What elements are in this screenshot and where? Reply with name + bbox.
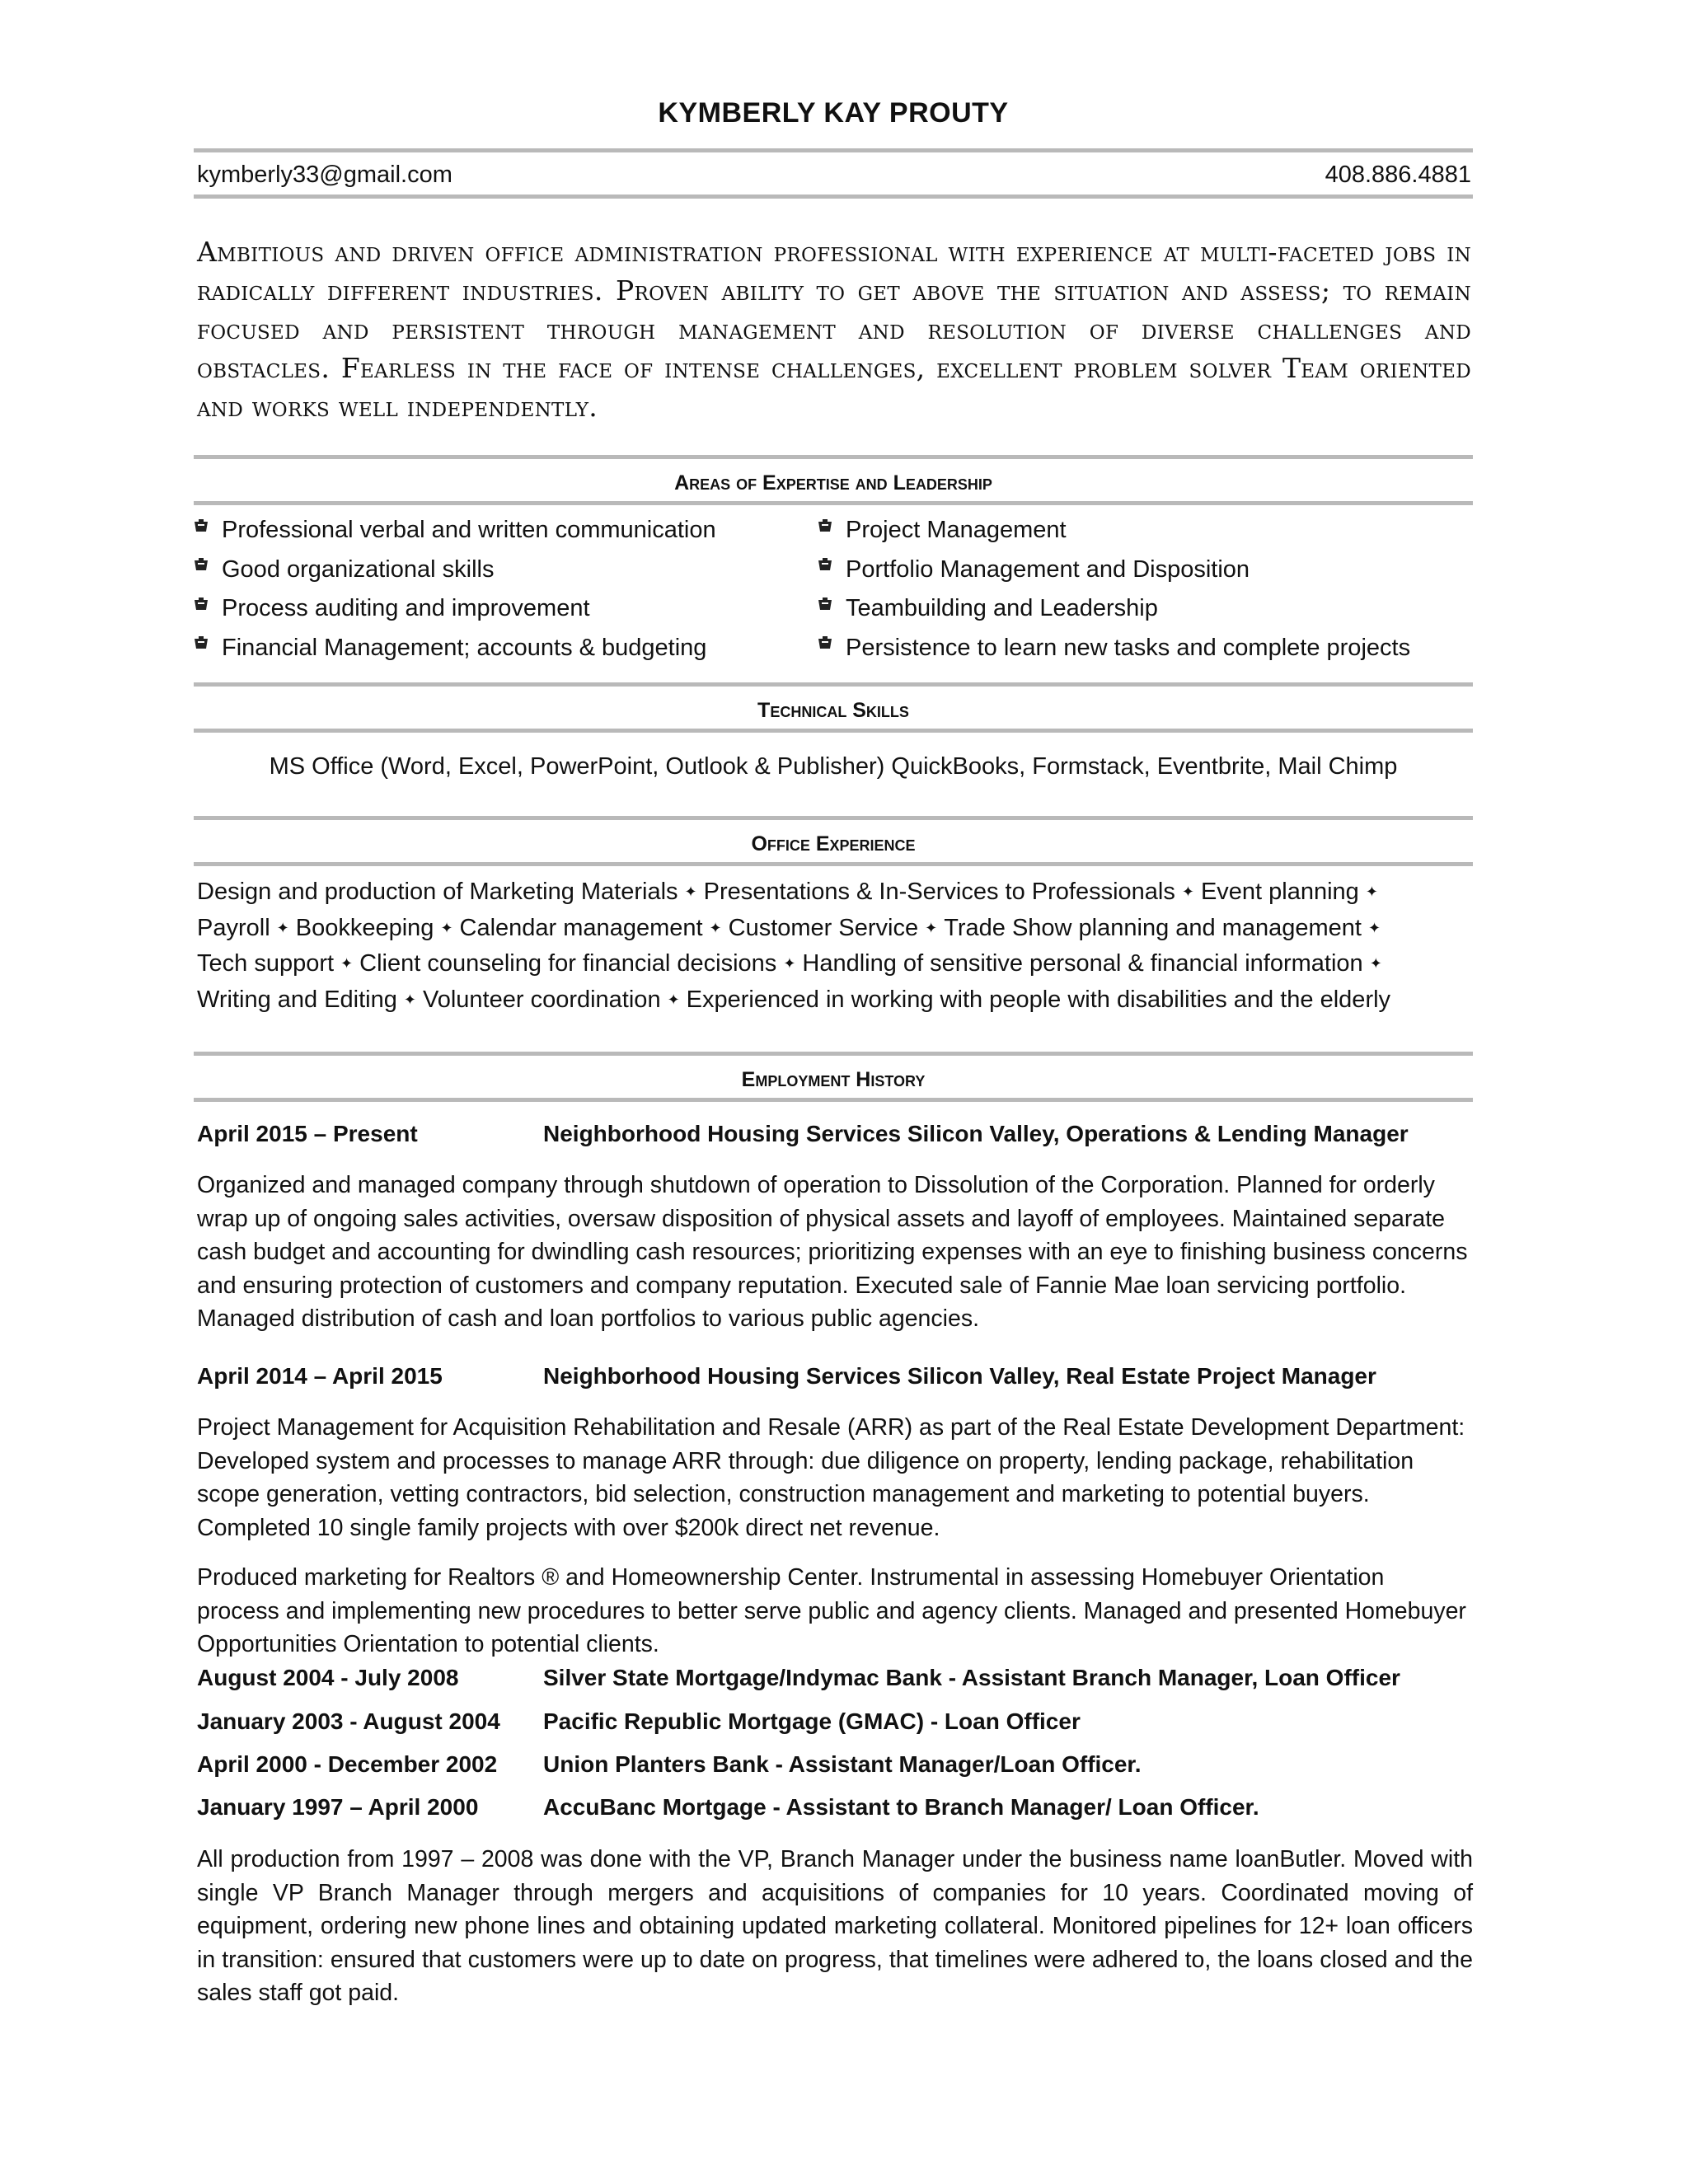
expertise-item: Professional verbal and written communication — [222, 517, 716, 544]
contact-line — [197, 162, 1471, 189]
divider — [194, 148, 1473, 152]
job-date: January 2003 - August 2004 — [197, 1708, 500, 1734]
diamond-icon: ✦ — [340, 955, 354, 972]
resume-name: KYMBERLY KAY PROUTY — [658, 97, 1009, 129]
bullet-icon — [818, 636, 832, 649]
diamond-icon: ✦ — [709, 919, 722, 936]
divider — [194, 816, 1473, 820]
bullet-icon — [194, 636, 209, 649]
diamond-icon: ✦ — [1369, 955, 1382, 972]
list-item — [818, 551, 1410, 590]
job-title: AccuBanc Mortgage - Assistant to Branch Manager/ Loan Officer. — [543, 1794, 1259, 1820]
diamond-icon: ✦ — [1367, 919, 1381, 936]
office-skill: Bookkeeping — [295, 914, 434, 941]
divider — [194, 1098, 1473, 1102]
job-date: August 2004 - July 2008 — [197, 1665, 459, 1690]
employment-summary: All production from 1997 – 2008 was done with the VP, Branch Manager under the business name loanButler. Moved with single VP Branch Manager through mergers and acquisitions of companies for 10 years. Coordinated moving of equipment, ordering new phone lines and obtaining updated marketing collateral. Monitored pipelines for 12+ loan officers in transition: ensured that customers were up to date on progress, that timelines were adhered to, the loans closed and the sales staff got paid. — [197, 1846, 1473, 2006]
bullet-icon — [818, 519, 832, 532]
office-experience-row — [197, 983, 1473, 1019]
list-item — [194, 629, 716, 668]
diamond-icon: ✦ — [276, 919, 289, 936]
divider — [194, 729, 1473, 733]
office-skill: Handling of sensitive personal & financial information — [802, 950, 1363, 977]
expertise-item: Teambuilding and Leadership — [846, 595, 1158, 622]
office-experience-row — [197, 947, 1473, 983]
list-item — [194, 589, 716, 629]
office-skill: Client counseling for financial decisions — [359, 950, 777, 977]
job-title: Neighborhood Housing Services Silicon Valley, Real Estate Project Manager — [543, 1363, 1376, 1389]
bullet-icon — [194, 598, 209, 611]
job-date: April 2000 - December 2002 — [197, 1751, 498, 1777]
expertise-item: Persistence to learn new tasks and complete projects — [846, 634, 1411, 661]
job-title: Pacific Republic Mortgage (GMAC) - Loan Officer — [543, 1708, 1081, 1734]
office-skill: Volunteer coordination — [422, 986, 661, 1013]
divider — [194, 1052, 1473, 1056]
job-description: Organized and managed company through shutdown of operation to Dissolution of the Corporation. Planned for orderly wrap up of ongoing sales activities, oversaw disposition of physical assets and layoff of employees. Maintained separate cash budget and accounting for dwindling cash resources; prioritizing expenses with an eye to finishing business concerns and ensuring protection of customers and company reputation. Executed sale of Fannie Mae loan servicing portfolio. Managed distribution of cash and loan portfolios to various public agencies. — [197, 1172, 1468, 1332]
employment-history-heading: Employment History — [741, 1068, 926, 1091]
divider — [194, 501, 1473, 505]
office-skill: Customer Service — [728, 914, 919, 941]
office-skill: Calendar management — [459, 914, 703, 941]
bullet-icon — [818, 598, 832, 611]
diamond-icon: ✦ — [403, 991, 416, 1008]
diamond-icon: ✦ — [684, 883, 697, 900]
office-skill: Writing and Editing — [197, 986, 397, 1013]
bullet-icon — [818, 558, 832, 571]
office-experience-row — [197, 875, 1473, 912]
professional-summary: Ambitious and driven office administration professional with experience at multi-faceted jobs in radically different industries. Proven ability to get above the situation and assess; to remain focused and persistent through management and resolution of diverse challenges and obstacles. Fearless in the face of intense challenges, excellent problem solver Team oriented and works well independently. — [197, 236, 1471, 423]
expertise-heading: Areas of Expertise and Leadership — [674, 471, 992, 494]
job-date: April 2014 – April 2015 — [197, 1363, 443, 1389]
bullet-icon — [194, 519, 209, 532]
office-skill: Trade Show planning and management — [944, 914, 1362, 941]
office-skill: Presentations & In-Services to Professionals — [703, 879, 1175, 905]
job-date: January 1997 – April 2000 — [197, 1794, 479, 1820]
email-address[interactable]: kymberly33@gmail.com — [197, 162, 452, 188]
divider — [194, 682, 1473, 687]
office-skill: Design and production of Marketing Materials — [197, 879, 678, 905]
bullet-icon — [194, 558, 209, 571]
expertise-right-column — [818, 511, 1410, 668]
divider — [194, 862, 1473, 866]
office-skill: Tech support — [197, 950, 335, 977]
job-title: Union Planters Bank - Assistant Manager/Loan Officer. — [543, 1751, 1142, 1777]
phone-number: 408.886.4881 — [1325, 162, 1471, 188]
job-description: Project Management for Acquisition Rehabilitation and Resale (ARR) as part of the Real Estate Development Department: Developed system and processes to manage ARR through: due diligence on property, lending package, rehabilitation scope generation, vetting contractors, bid selection, construction management and marketing to potential buyers. Completed 10 single family projects with over $200k direct net revenue. — [197, 1414, 1465, 1541]
office-experience-heading: Office Experience — [751, 832, 916, 855]
job-title: Neighborhood Housing Services Silicon Valley, Operations & Lending Manager — [543, 1121, 1409, 1146]
technical-skills-line: MS Office (Word, Excel, PowerPoint, Outlook & Publisher) QuickBooks, Formstack, Eventbrite, Mail Chimp — [269, 753, 1398, 780]
office-experience-row — [197, 912, 1473, 948]
technical-skills-heading: Technical Skills — [757, 699, 909, 722]
list-item — [194, 511, 716, 551]
expertise-item: Good organizational skills — [222, 555, 495, 583]
diamond-icon: ✦ — [925, 919, 938, 936]
job-title: Silver State Mortgage/Indymac Bank - Assistant Branch Manager, Loan Officer — [543, 1665, 1400, 1690]
list-item — [818, 629, 1410, 668]
diamond-icon: ✦ — [783, 955, 796, 972]
expertise-item: Project Management — [846, 517, 1067, 544]
expertise-item: Portfolio Management and Disposition — [846, 555, 1250, 583]
divider — [194, 194, 1473, 199]
office-skill: Experienced in working with people with disabilities and the elderly — [686, 986, 1391, 1013]
diamond-icon: ✦ — [667, 991, 680, 1008]
diamond-icon: ✦ — [440, 919, 453, 936]
list-item — [818, 589, 1410, 629]
job-date: April 2015 – Present — [197, 1121, 418, 1146]
list-item — [194, 551, 716, 590]
office-skill: Payroll — [197, 914, 270, 941]
divider — [194, 455, 1473, 459]
expertise-item: Process auditing and improvement — [222, 595, 590, 622]
diamond-icon: ✦ — [1365, 883, 1378, 900]
expertise-item: Financial Management; accounts & budgeting — [222, 634, 707, 661]
office-experience-list — [197, 875, 1473, 1019]
diamond-icon: ✦ — [1181, 883, 1194, 900]
office-skill: Event planning — [1200, 879, 1359, 905]
list-item — [818, 511, 1410, 551]
expertise-left-column — [194, 511, 716, 668]
job-description: Produced marketing for Realtors ® and Homeownership Center. Instrumental in assessing Homebuyer Orientation process and implementing new procedures to better serve public and agency clients. Managed and presented Homebuyer Opportunities Orientation to potential clients. — [197, 1564, 1466, 1657]
